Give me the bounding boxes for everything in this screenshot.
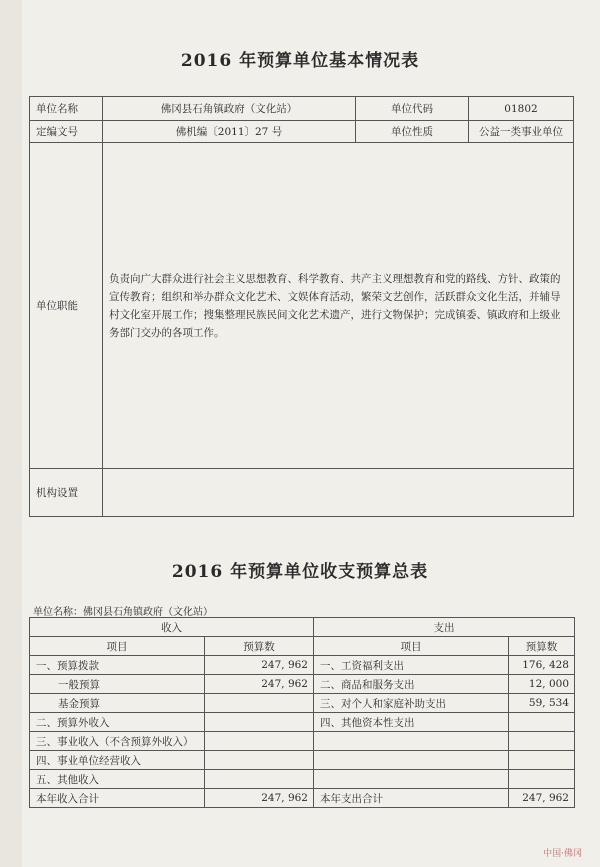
watermark: 中国·佛冈 — [543, 849, 582, 859]
income-amount — [205, 713, 314, 732]
expense-total-label: 本年支出合计 — [314, 789, 509, 808]
expense-item: 四、其他资本性支出 — [314, 713, 509, 732]
income-total-label: 本年收入合计 — [30, 789, 205, 808]
expense-item: 二、商品和服务支出 — [314, 675, 509, 694]
income-item: 基金预算 — [30, 694, 205, 713]
org-label: 机构设置 — [30, 469, 103, 517]
unit-name-value: 佛冈县石角镇政府（文化站） — [103, 97, 356, 121]
expense-item-header: 项目 — [314, 637, 509, 656]
table-row — [30, 732, 575, 751]
duty-text: 负责向广大群众进行社会主义思想教育、科学教育、共产主义理想教育和党的路线、方针、政策的宣传教育；组织和举办群众文化艺术、文娱体育活动，繁荣文艺创作，活跃群众文化生活，并辅导村文化室开展工作；搜集整理民族民间文化艺术遗产，进行文物保护；完成镇委、镇政府和上级业务部门交办的各项工作。 — [103, 143, 574, 469]
table-row-total — [30, 789, 575, 808]
expense-item: 一、工资福利支出 — [314, 656, 509, 675]
income-header: 收入 — [30, 618, 314, 637]
expense-amount: 176, 428 — [509, 656, 575, 675]
expense-total-amount: 247, 962 — [509, 789, 575, 808]
finance-table-title: 2016 年预算单位收支预算总表 — [171, 562, 429, 582]
expense-amount: 12, 000 — [509, 675, 575, 694]
table-row — [30, 751, 575, 770]
expense-amount: 59, 534 — [509, 694, 575, 713]
income-amount — [205, 732, 314, 751]
info-table-title: 2016 年预算单位基本情况表 — [180, 51, 420, 71]
staffing-doc-value: 佛机编〔2011〕27 号 — [103, 121, 356, 143]
unit-nature-label: 单位性质 — [356, 121, 469, 143]
expense-item — [314, 732, 509, 751]
income-item-header: 项目 — [30, 637, 205, 656]
org-value — [103, 469, 574, 517]
income-total-amount: 247, 962 — [205, 789, 314, 808]
unit-code-value: 01802 — [469, 97, 574, 121]
budget-summary-table — [29, 617, 575, 808]
expense-amount — [509, 751, 575, 770]
unit-code-label: 单位代码 — [356, 97, 469, 121]
table-row — [30, 656, 575, 675]
income-amount — [205, 751, 314, 770]
income-item: 一般预算 — [30, 675, 205, 694]
income-amount: 247, 962 — [205, 675, 314, 694]
expense-item — [314, 770, 509, 789]
table-row — [30, 713, 575, 732]
income-amount-header: 预算数 — [205, 637, 314, 656]
expense-amount — [509, 770, 575, 789]
income-amount — [205, 694, 314, 713]
unit-name-label: 单位名称 — [30, 97, 103, 121]
finance-unit-line: 单位名称：佛冈县石角镇政府（文化站） — [33, 607, 213, 618]
income-item: 二、预算外收入 — [30, 713, 205, 732]
expense-header: 支出 — [314, 618, 575, 637]
unit-nature-value: 公益一类事业单位 — [469, 121, 574, 143]
duty-label: 单位职能 — [30, 143, 103, 469]
staffing-label: 定编文号 — [30, 121, 103, 143]
table-row — [30, 770, 575, 789]
expense-amount — [509, 713, 575, 732]
expense-amount — [509, 732, 575, 751]
income-item: 一、预算拨款 — [30, 656, 205, 675]
table-row — [30, 675, 575, 694]
income-item: 四、事业单位经营收入 — [30, 751, 205, 770]
expense-item: 三、对个人和家庭补助支出 — [314, 694, 509, 713]
unit-info-table — [29, 96, 574, 517]
expense-amount-header: 预算数 — [509, 637, 575, 656]
income-item: 五、其他收入 — [30, 770, 205, 789]
income-item: 三、事业收入（不含预算外收入） — [30, 732, 205, 751]
expense-item — [314, 751, 509, 770]
income-amount: 247, 962 — [205, 656, 314, 675]
table-row — [30, 694, 575, 713]
income-amount — [205, 770, 314, 789]
